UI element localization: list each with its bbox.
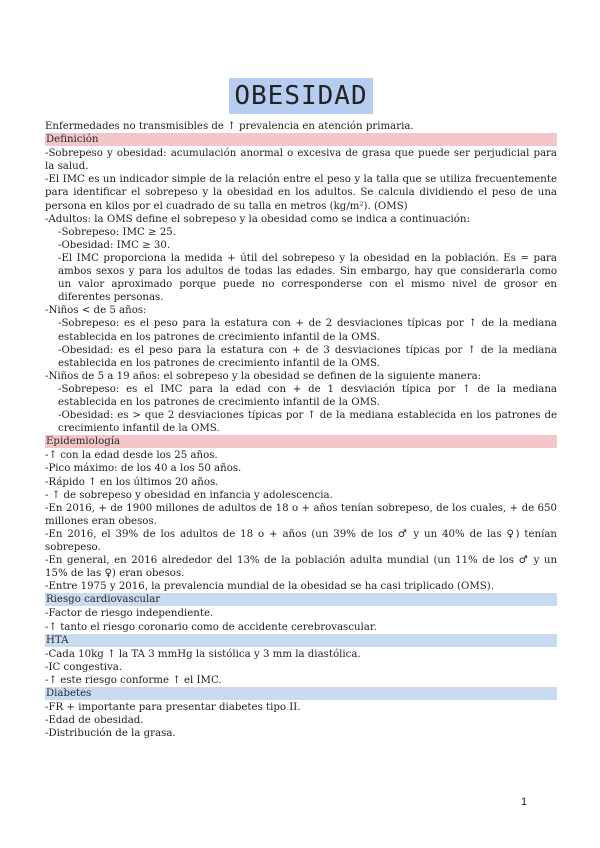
diabetes-item: -Edad de obesidad. (45, 715, 144, 727)
page-number: 1 (521, 796, 528, 808)
definicion-subitem: -Obesidad: IMC ≥ 30. (58, 239, 171, 251)
epidemiologia-item: -En general, en 2016 alrededor del 13% de la población adulta mundial (un 11% de los ♂ y un 15% de las ♀) eran obesos. (45, 555, 557, 580)
definicion-item: -Sobrepeso y obesidad: acumulación anormal o excesiva de grasa que puede ser perjudicial para la salud. (45, 148, 557, 173)
page-title: OBESIDAD (229, 78, 372, 114)
hta-item: -IC congestiva. (45, 661, 123, 673)
title-wrap (45, 78, 557, 116)
epidemiologia-item: -Rápido ↑ en los últimos 20 años. (45, 476, 219, 488)
section-heading-diabetes: Diabetes (45, 687, 557, 700)
diabetes-item: -FR + importante para presentar diabetes tipo II. (45, 702, 301, 714)
definicion-subitem: -Sobrepeso: IMC ≥ 25. (58, 226, 177, 238)
hta-item: -Cada 10kg ↑ la TA 3 mmHg la sistólica y 3 mm la diastólica. (45, 648, 361, 660)
definicion-item: -Niños < de 5 años: (45, 305, 147, 317)
epidemiologia-item: -↑ con la edad desde los 25 años. (45, 450, 218, 462)
section-heading-definicion: Definición (45, 133, 557, 146)
epidemiologia-item: -Pico máximo: de los 40 a los 50 años. (45, 463, 242, 475)
definicion-subitem: -El IMC proporciona la medida + útil del sobrepeso y la obesidad en la población. Es = para ambos sexos y para los adultos de todas las edades. Sin embargo, hay que considerarla como un valor aproximado porque puede no corresponderse con el mismo nivel de grosor en diferentes personas. (58, 252, 557, 304)
epidemiologia-item: -En 2016, el 39% de los adultos de 18 o + años (un 39% de los ♂ y un 40% de las ♀) tenían sobrepeso. (45, 528, 557, 553)
definicion-item: -Adultos: la OMS define el sobrepeso y la obesidad como se indica a continuación: (45, 213, 470, 225)
epidemiologia-item: -Entre 1975 y 2016, la prevalencia mundial de la obesidad se ha casi triplicado (OMS). (45, 581, 494, 593)
epidemiologia-item: -En 2016, + de 1900 millones de adultos de 18 o + años tenían sobrepeso, de los cuales, + de 650 millones eran obesos. (45, 502, 557, 527)
definicion-subitem: -Sobrepeso: es el peso para la estatura con + de 2 desviaciones típicas por ↑ de la mediana establecida en los patrones de crecimiento infantil de la OMS. (58, 318, 557, 343)
section-heading-hta: HTA (45, 634, 557, 647)
definicion-subitem: -Obesidad: es > que 2 desviaciones típicas por ↑ de la mediana establecida en los patrones de crecimiento infantil de la OMS. (58, 410, 557, 435)
document-page (45, 0, 557, 740)
hta-item: -↑ este riesgo conforme ↑ el IMC. (45, 674, 222, 686)
riesgo-item: -Factor de riesgo independiente. (45, 608, 214, 620)
section-heading-epidemiologia: Epidemiología (45, 435, 557, 448)
epidemiologia-item: - ↑ de sobrepeso y obesidad en infancia y adolescencia. (45, 489, 333, 501)
intro-text: Enfermedades no transmisibles de ↑ prevalencia en atención primaria. (45, 121, 414, 132)
definicion-item: -Niños de 5 a 19 años: el sobrepeso y la obesidad se definen de la siguiente manera: (45, 370, 482, 382)
riesgo-item: -↑ tanto el riesgo coronario como de accidente cerebrovascular. (45, 621, 377, 633)
definicion-subitem: -Sobrepeso: es el IMC para la edad con + de 1 desviación típica por ↑ de la mediana establecida en los patrones de crecimiento infantil de la OMS. (58, 383, 557, 408)
definicion-subitem: -Obesidad: es el peso para la estatura con + de 3 desviaciones típicas por ↑ de la mediana establecida en los patrones de crecimiento infantil de la OMS. (58, 344, 557, 369)
diabetes-item: -Distribución de la grasa. (45, 728, 176, 740)
definicion-item: -El IMC es un indicador simple de la relación entre el peso y la talla que se utiliza frecuentemente para identificar el sobrepeso y la obesidad en los adultos. Se calcula dividiendo el peso de una persona en kilos por el cuadrado de su talla en metros (kg/m²). (OMS) (45, 174, 557, 212)
section-heading-riesgo-cardiovascular: Riesgo cardiovascular (45, 593, 557, 606)
